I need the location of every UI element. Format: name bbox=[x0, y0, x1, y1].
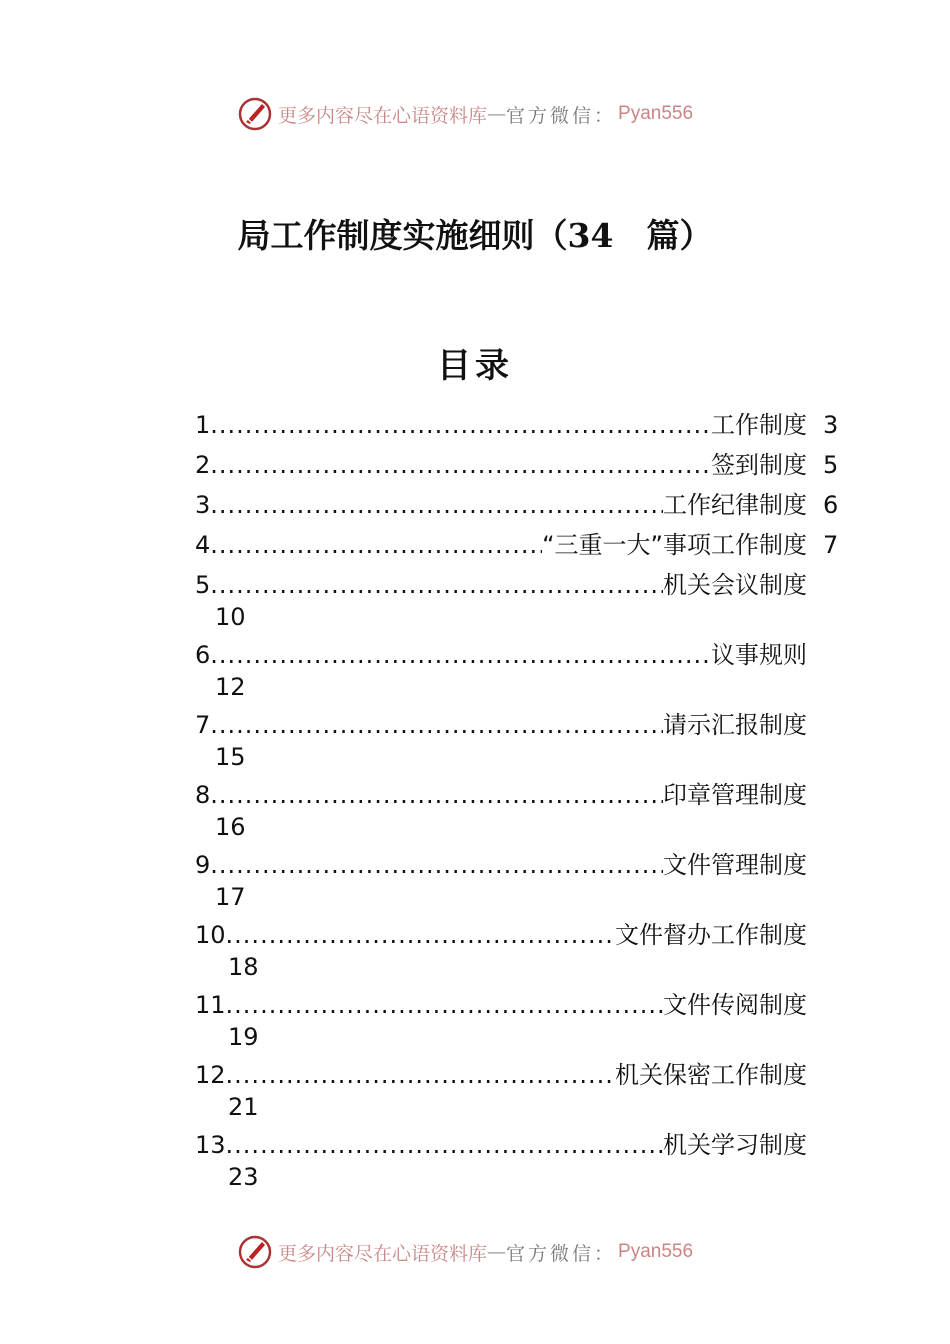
toc-number: 3 bbox=[195, 491, 211, 519]
toc-page: 12 bbox=[215, 673, 246, 701]
header-banner bbox=[238, 96, 738, 132]
toc-entry[interactable] bbox=[195, 638, 845, 708]
toc-entry[interactable] bbox=[195, 778, 845, 848]
toc-entry[interactable] bbox=[195, 568, 845, 638]
toc-leader bbox=[210, 408, 711, 442]
toc-leader bbox=[226, 1058, 615, 1092]
toc-page: 19 bbox=[228, 1023, 259, 1051]
toc-label: 机关学习制度 bbox=[663, 1131, 807, 1159]
toc-number: 1 bbox=[195, 411, 211, 439]
toc-page: 23 bbox=[228, 1163, 259, 1191]
wechat-label: 官方微信： bbox=[506, 1242, 617, 1265]
toc-leader bbox=[210, 528, 542, 562]
toc-number: 12 bbox=[195, 1061, 226, 1089]
toc-number: 4 bbox=[195, 531, 211, 559]
toc-entry[interactable] bbox=[195, 988, 845, 1058]
toc-page: 3 bbox=[823, 411, 839, 439]
toc-label: 文件管理制度 bbox=[663, 851, 807, 879]
document-title: 局工作制度实施细则（34 篇） bbox=[237, 216, 713, 255]
toc-label: 机关会议制度 bbox=[663, 571, 807, 599]
banner-separator: — bbox=[487, 1241, 507, 1263]
toc-heading: 目录 bbox=[437, 346, 513, 386]
toc-label: 机关保密工作制度 bbox=[615, 1061, 807, 1089]
toc-number: 13 bbox=[195, 1131, 226, 1159]
toc-label: 工作制度 bbox=[711, 411, 807, 439]
toc-label: 文件传阅制度 bbox=[663, 991, 807, 1019]
toc-leader bbox=[210, 448, 711, 482]
toc-number: 7 bbox=[195, 711, 211, 739]
toc-entry[interactable] bbox=[195, 488, 845, 528]
toc-page: 17 bbox=[215, 883, 246, 911]
toc-page: 5 bbox=[823, 451, 839, 479]
toc-number: 6 bbox=[195, 641, 211, 669]
promo-text: 更多内容尽在心语资料库 bbox=[278, 1242, 488, 1265]
footer-banner bbox=[238, 1234, 738, 1270]
toc-number: 5 bbox=[195, 571, 211, 599]
toc-page: 6 bbox=[823, 491, 839, 519]
toc-leader bbox=[210, 488, 663, 522]
toc-label: 工作纪律制度 bbox=[663, 491, 807, 519]
toc-number: 2 bbox=[195, 451, 211, 479]
toc-page: 18 bbox=[228, 953, 259, 981]
toc-leader bbox=[210, 778, 663, 812]
toc-entry[interactable] bbox=[195, 1058, 845, 1128]
toc-label: 文件督办工作制度 bbox=[615, 921, 807, 949]
toc-label: “三重一大”事项工作制度 bbox=[542, 531, 807, 559]
toc-entry[interactable] bbox=[195, 918, 845, 988]
toc-label: 印章管理制度 bbox=[663, 781, 807, 809]
wechat-label: 官方微信： bbox=[506, 104, 617, 127]
toc-page: 10 bbox=[215, 603, 246, 631]
toc-label: 议事规则 bbox=[711, 641, 807, 669]
toc-number: 10 bbox=[195, 921, 226, 949]
toc-label: 请示汇报制度 bbox=[663, 711, 807, 739]
toc-label: 签到制度 bbox=[711, 451, 807, 479]
quill-logo-icon bbox=[238, 1235, 272, 1269]
toc-entry[interactable] bbox=[195, 848, 845, 918]
promo-text: 更多内容尽在心语资料库 bbox=[278, 104, 488, 127]
toc-page: 15 bbox=[215, 743, 246, 771]
toc-number: 11 bbox=[195, 991, 226, 1019]
table-of-contents bbox=[195, 408, 845, 1198]
toc-page: 16 bbox=[215, 813, 246, 841]
quill-logo-icon bbox=[238, 97, 272, 131]
toc-number: 9 bbox=[195, 851, 211, 879]
toc-entry[interactable] bbox=[195, 528, 845, 568]
toc-page: 21 bbox=[228, 1093, 259, 1121]
toc-leader bbox=[226, 918, 615, 952]
toc-number: 8 bbox=[195, 781, 211, 809]
wechat-id: Pyan556 bbox=[618, 103, 694, 124]
toc-entry[interactable] bbox=[195, 708, 845, 778]
toc-leader bbox=[210, 708, 663, 742]
toc-leader bbox=[226, 988, 663, 1022]
toc-entry[interactable] bbox=[195, 1128, 845, 1198]
toc-leader bbox=[226, 1128, 663, 1162]
banner-separator: — bbox=[487, 103, 507, 125]
toc-page: 7 bbox=[823, 531, 839, 559]
toc-entry[interactable] bbox=[195, 448, 845, 488]
toc-entry[interactable] bbox=[195, 408, 845, 448]
wechat-id: Pyan556 bbox=[618, 1241, 694, 1262]
toc-leader bbox=[210, 638, 711, 672]
toc-leader bbox=[210, 568, 663, 602]
toc-leader bbox=[210, 848, 663, 882]
